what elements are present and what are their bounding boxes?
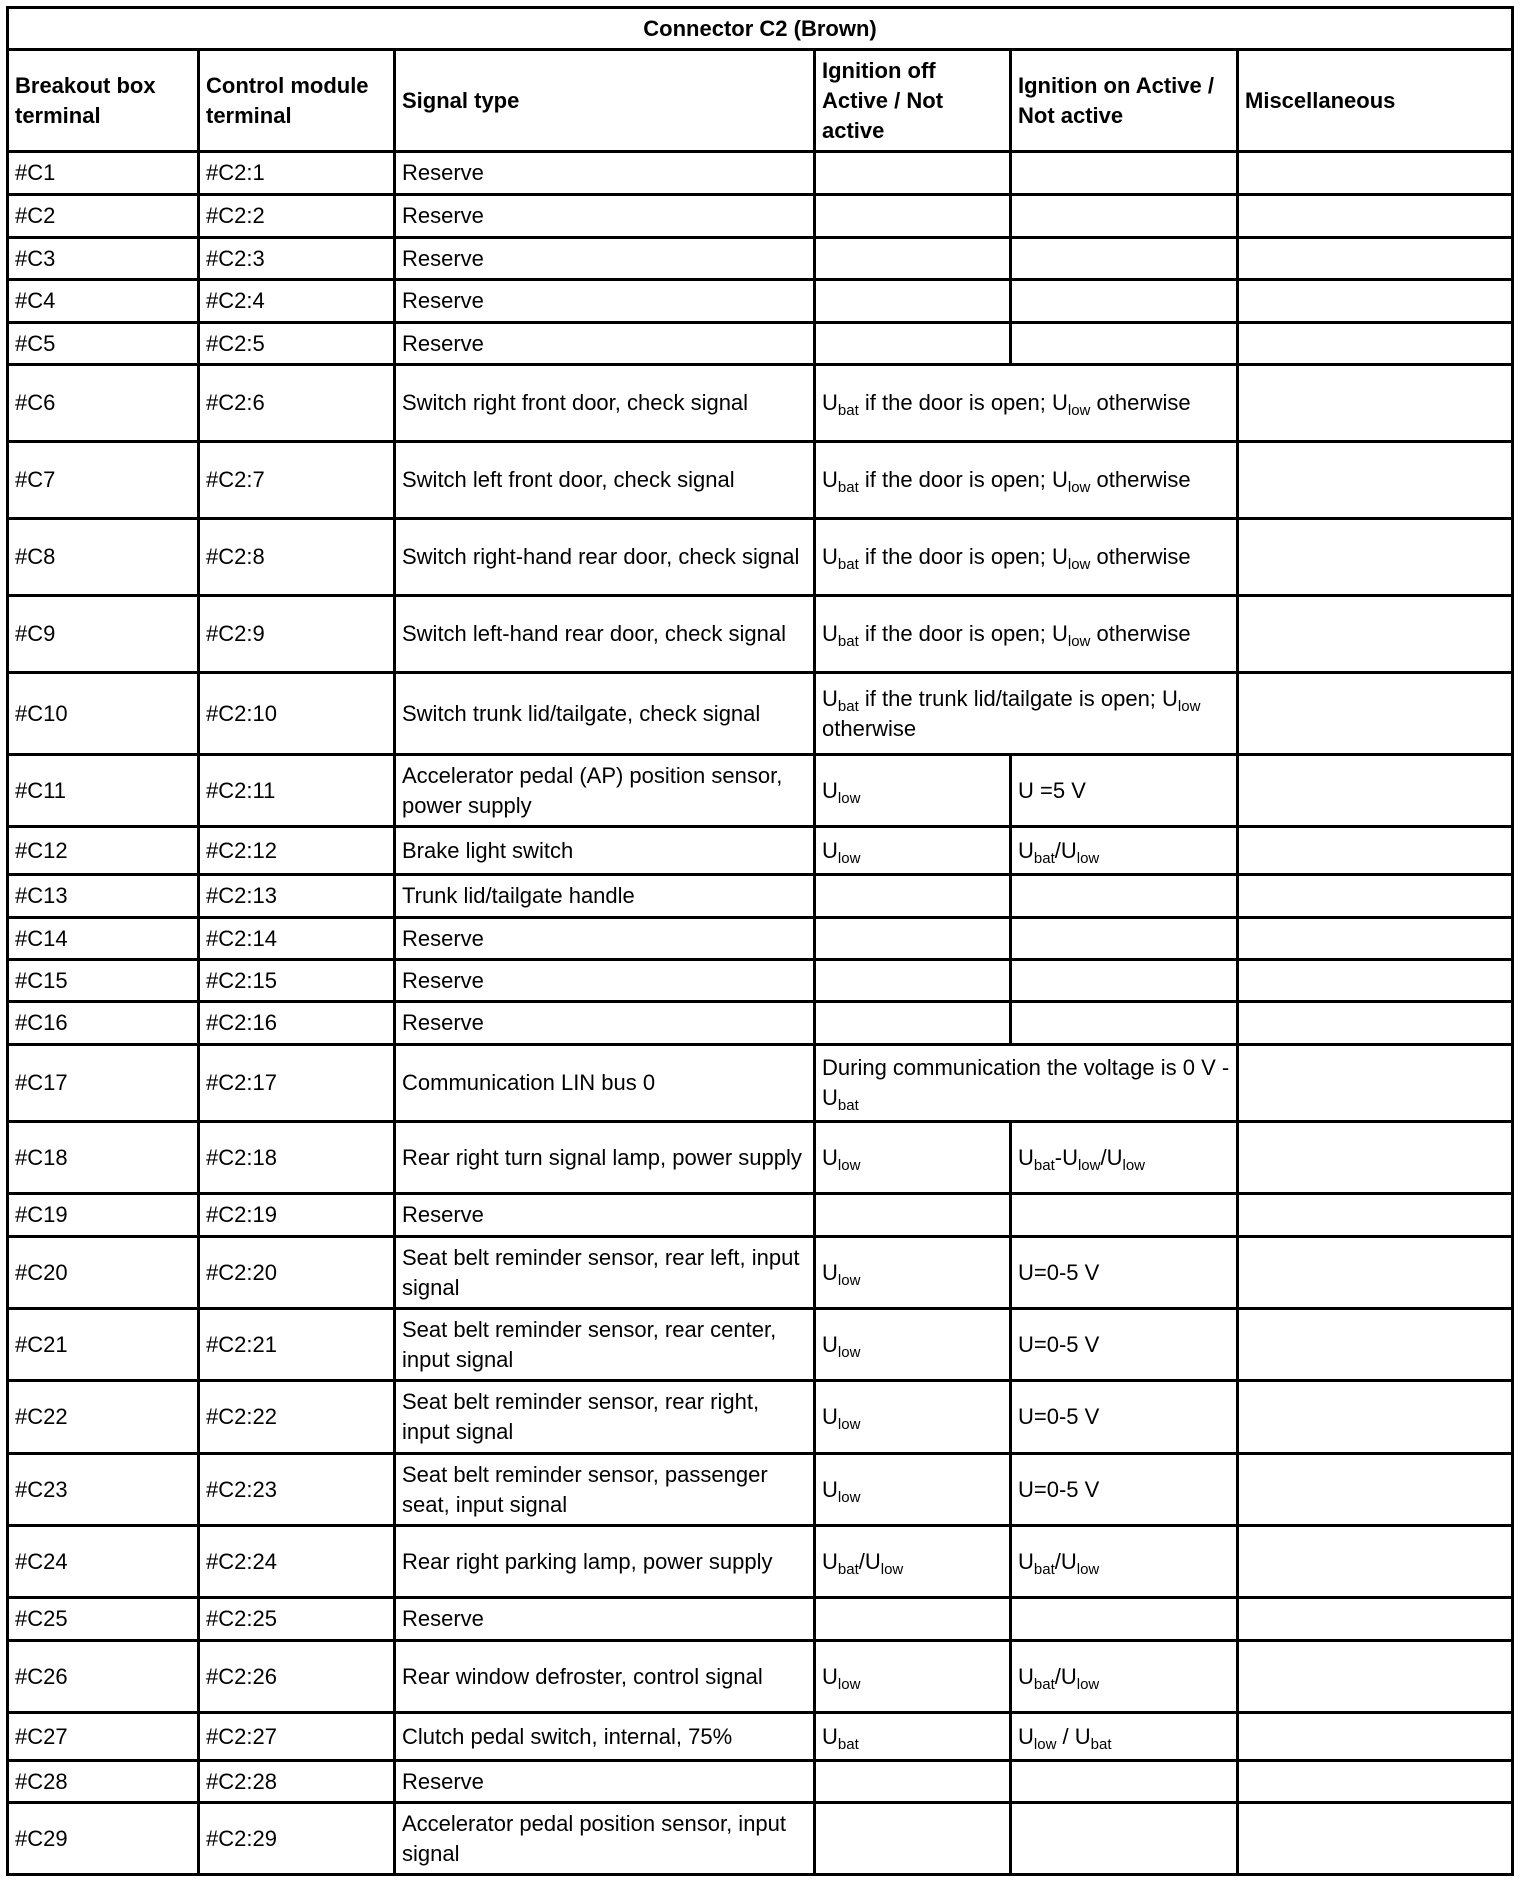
connector-table (6, 6, 1514, 1876)
signal-type-cell: Accelerator pedal (AP) position sensor, power supply (395, 755, 815, 827)
signal-type-cell: Trunk lid/tailgate handle (395, 875, 815, 918)
col-header-control-module-terminal: Control module terminal (199, 50, 395, 152)
miscellaneous-cell (1238, 1309, 1513, 1381)
breakout-box-terminal-cell: #C6 (8, 365, 199, 442)
control-module-terminal-cell: #C2:26 (199, 1641, 395, 1713)
ignition-off-cell (815, 1598, 1011, 1641)
signal-type-cell: Switch right front door, check signal (395, 365, 815, 442)
breakout-box-terminal-cell: #C2 (8, 195, 199, 238)
table-row (8, 152, 1513, 195)
signal-type-cell: Accelerator pedal position sensor, input signal (395, 1803, 815, 1875)
table-row (8, 1713, 1513, 1761)
ignition-on-cell (1011, 1002, 1238, 1045)
ignition-off-cell (815, 875, 1011, 918)
breakout-box-terminal-cell: #C19 (8, 1194, 199, 1237)
ignition-on-cell: U=0-5 V (1011, 1309, 1238, 1381)
miscellaneous-cell (1238, 755, 1513, 827)
table-row (8, 365, 1513, 442)
breakout-box-terminal-cell: #C24 (8, 1526, 199, 1598)
ignition-on-cell (1011, 323, 1238, 365)
control-module-terminal-cell: #C2:8 (199, 519, 395, 596)
control-module-terminal-cell: #C2:11 (199, 755, 395, 827)
signal-type-cell: Reserve (395, 238, 815, 280)
miscellaneous-cell (1238, 323, 1513, 365)
ignition-off-cell (815, 1002, 1011, 1045)
table-row (8, 755, 1513, 827)
breakout-box-terminal-cell: #C22 (8, 1381, 199, 1454)
table-row (8, 1803, 1513, 1875)
ignition-on-cell (1011, 152, 1238, 195)
signal-type-cell: Reserve (395, 280, 815, 323)
signal-type-cell: Seat belt reminder sensor, rear center, input signal (395, 1309, 815, 1381)
table-row (8, 442, 1513, 519)
miscellaneous-cell (1238, 918, 1513, 960)
ignition-off-cell: $U_{low}$ (815, 1454, 1011, 1526)
control-module-terminal-cell: #C2:20 (199, 1237, 395, 1309)
signal-type-cell: Switch trunk lid/tailgate, check signal (395, 673, 815, 755)
col-header-miscellaneous: Miscellaneous (1238, 50, 1513, 152)
breakout-box-terminal-cell: #C28 (8, 1761, 199, 1803)
ignition-on-cell (1011, 238, 1238, 280)
control-module-terminal-cell: #C2:10 (199, 673, 395, 755)
breakout-box-terminal-cell: #C27 (8, 1713, 199, 1761)
breakout-box-terminal-cell: #C18 (8, 1122, 199, 1194)
control-module-terminal-cell: #C2:16 (199, 1002, 395, 1045)
table-body (8, 152, 1513, 1875)
signal-type-cell: Switch left front door, check signal (395, 442, 815, 519)
signal-type-cell: Reserve (395, 1194, 815, 1237)
miscellaneous-cell (1238, 1045, 1513, 1122)
breakout-box-terminal-cell: #C14 (8, 918, 199, 960)
breakout-box-terminal-cell: #C1 (8, 152, 199, 195)
control-module-terminal-cell: #C2:24 (199, 1526, 395, 1598)
table-row (8, 596, 1513, 673)
ignition-on-cell (1011, 875, 1238, 918)
miscellaneous-cell (1238, 596, 1513, 673)
table-row (8, 1237, 1513, 1309)
control-module-terminal-cell: #C2:17 (199, 1045, 395, 1122)
miscellaneous-cell (1238, 1641, 1513, 1713)
control-module-terminal-cell: #C2:7 (199, 442, 395, 519)
table-row (8, 1641, 1513, 1713)
miscellaneous-cell (1238, 1454, 1513, 1526)
control-module-terminal-cell: #C2:3 (199, 238, 395, 280)
ignition-off-cell (815, 323, 1011, 365)
table-row (8, 1194, 1513, 1237)
ignition-off-cell (815, 1761, 1011, 1803)
control-module-terminal-cell: #C2:27 (199, 1713, 395, 1761)
ignition-off-cell (815, 1194, 1011, 1237)
ignition-on-cell (1011, 1598, 1238, 1641)
signal-type-cell: Switch right-hand rear door, check signal (395, 519, 815, 596)
miscellaneous-cell (1238, 673, 1513, 755)
breakout-box-terminal-cell: #C23 (8, 1454, 199, 1526)
ignition-on-cell: U=0-5 V (1011, 1381, 1238, 1454)
signal-type-cell: Communication LIN bus 0 (395, 1045, 815, 1122)
ignition-on-cell: $U_{bat}/U_{low}$ (1011, 827, 1238, 875)
ignition-state-cell: $U_{bat}$ if the door is open; $U_{low}$ otherwise (815, 442, 1238, 519)
table-row (8, 1381, 1513, 1454)
ignition-off-cell: $U_{bat}/U_{low}$ (815, 1526, 1011, 1598)
ignition-on-cell: U=0-5 V (1011, 1454, 1238, 1526)
ignition-off-cell: $U_{low}$ (815, 1237, 1011, 1309)
ignition-off-cell (815, 918, 1011, 960)
control-module-terminal-cell: #C2:1 (199, 152, 395, 195)
breakout-box-terminal-cell: #C16 (8, 1002, 199, 1045)
table-row (8, 673, 1513, 755)
ignition-on-cell: U =5 V (1011, 755, 1238, 827)
breakout-box-terminal-cell: #C12 (8, 827, 199, 875)
control-module-terminal-cell: #C2:19 (199, 1194, 395, 1237)
ignition-off-cell (815, 1803, 1011, 1875)
table-row (8, 918, 1513, 960)
ignition-on-cell (1011, 918, 1238, 960)
signal-type-cell: Rear right turn signal lamp, power supply (395, 1122, 815, 1194)
breakout-box-terminal-cell: #C29 (8, 1803, 199, 1875)
miscellaneous-cell (1238, 365, 1513, 442)
control-module-terminal-cell: #C2:29 (199, 1803, 395, 1875)
ignition-on-cell: $U_{bat}/U_{low}$ (1011, 1526, 1238, 1598)
signal-type-cell: Reserve (395, 323, 815, 365)
breakout-box-terminal-cell: #C17 (8, 1045, 199, 1122)
signal-type-cell: Switch left-hand rear door, check signal (395, 596, 815, 673)
ignition-off-cell (815, 195, 1011, 238)
control-module-terminal-cell: #C2:18 (199, 1122, 395, 1194)
ignition-off-cell (815, 152, 1011, 195)
ignition-on-cell (1011, 1803, 1238, 1875)
miscellaneous-cell (1238, 280, 1513, 323)
control-module-terminal-cell: #C2:5 (199, 323, 395, 365)
signal-type-cell: Rear right parking lamp, power supply (395, 1526, 815, 1598)
control-module-terminal-cell: #C2:25 (199, 1598, 395, 1641)
ignition-off-cell: $U_{low}$ (815, 1309, 1011, 1381)
ignition-state-cell: During communication the voltage is 0 V - $U_{bat}$ (815, 1045, 1238, 1122)
col-header-ignition-on: Ignition on Active / Not active (1011, 50, 1238, 152)
table-row (8, 1454, 1513, 1526)
control-module-terminal-cell: #C2:22 (199, 1381, 395, 1454)
ignition-off-cell: $U_{low}$ (815, 1641, 1011, 1713)
signal-type-cell: Seat belt reminder sensor, rear right, input signal (395, 1381, 815, 1454)
control-module-terminal-cell: #C2:28 (199, 1761, 395, 1803)
control-module-terminal-cell: #C2:4 (199, 280, 395, 323)
control-module-terminal-cell: #C2:21 (199, 1309, 395, 1381)
control-module-terminal-cell: #C2:15 (199, 960, 395, 1002)
miscellaneous-cell (1238, 1761, 1513, 1803)
table-row (8, 1002, 1513, 1045)
breakout-box-terminal-cell: #C11 (8, 755, 199, 827)
breakout-box-terminal-cell: #C5 (8, 323, 199, 365)
signal-type-cell: Reserve (395, 152, 815, 195)
control-module-terminal-cell: #C2:14 (199, 918, 395, 960)
ignition-state-cell: $U_{bat}$ if the door is open; $U_{low}$ otherwise (815, 365, 1238, 442)
col-header-ignition-off: Ignition off Active / Not active (815, 50, 1011, 152)
miscellaneous-cell (1238, 442, 1513, 519)
signal-type-cell: Reserve (395, 1598, 815, 1641)
control-module-terminal-cell: #C2:9 (199, 596, 395, 673)
breakout-box-terminal-cell: #C9 (8, 596, 199, 673)
table-row (8, 280, 1513, 323)
ignition-state-cell: $U_{bat}$ if the trunk lid/tailgate is open; $U_{low}$ otherwise (815, 673, 1238, 755)
ignition-on-cell (1011, 1761, 1238, 1803)
ignition-state-cell: $U_{bat}$ if the door is open; $U_{low}$ otherwise (815, 519, 1238, 596)
miscellaneous-cell (1238, 152, 1513, 195)
ignition-off-cell: $U_{low}$ (815, 1381, 1011, 1454)
ignition-off-cell (815, 280, 1011, 323)
breakout-box-terminal-cell: #C20 (8, 1237, 199, 1309)
miscellaneous-cell (1238, 195, 1513, 238)
table-title: Connector C2 (Brown) (8, 8, 1513, 50)
control-module-terminal-cell: #C2:2 (199, 195, 395, 238)
miscellaneous-cell (1238, 238, 1513, 280)
ignition-off-cell (815, 238, 1011, 280)
breakout-box-terminal-cell: #C21 (8, 1309, 199, 1381)
breakout-box-terminal-cell: #C4 (8, 280, 199, 323)
miscellaneous-cell (1238, 960, 1513, 1002)
signal-type-cell: Rear window defroster, control signal (395, 1641, 815, 1713)
control-module-terminal-cell: #C2:23 (199, 1454, 395, 1526)
signal-type-cell: Reserve (395, 1002, 815, 1045)
table-row (8, 238, 1513, 280)
ignition-on-cell (1011, 960, 1238, 1002)
ignition-off-cell: $U_{bat}$ (815, 1713, 1011, 1761)
breakout-box-terminal-cell: #C25 (8, 1598, 199, 1641)
signal-type-cell: Reserve (395, 1761, 815, 1803)
breakout-box-terminal-cell: #C26 (8, 1641, 199, 1713)
breakout-box-terminal-cell: #C15 (8, 960, 199, 1002)
signal-type-cell: Reserve (395, 195, 815, 238)
ignition-state-cell: $U_{bat}$ if the door is open; $U_{low}$ otherwise (815, 596, 1238, 673)
breakout-box-terminal-cell: #C3 (8, 238, 199, 280)
miscellaneous-cell (1238, 1194, 1513, 1237)
signal-type-cell: Reserve (395, 918, 815, 960)
table-row (8, 960, 1513, 1002)
miscellaneous-cell (1238, 1002, 1513, 1045)
ignition-on-cell: $U_{low} / U_{bat}$ (1011, 1713, 1238, 1761)
table-row (8, 1761, 1513, 1803)
ignition-on-cell (1011, 1194, 1238, 1237)
table-row (8, 875, 1513, 918)
breakout-box-terminal-cell: #C7 (8, 442, 199, 519)
signal-type-cell: Seat belt reminder sensor, passenger seat, input signal (395, 1454, 815, 1526)
table-row (8, 827, 1513, 875)
col-header-signal-type: Signal type (395, 50, 815, 152)
table-row (8, 519, 1513, 596)
ignition-off-cell: $U_{low}$ (815, 827, 1011, 875)
miscellaneous-cell (1238, 519, 1513, 596)
col-header-breakout-box-terminal: Breakout box terminal (8, 50, 199, 152)
breakout-box-terminal-cell: #C8 (8, 519, 199, 596)
signal-type-cell: Seat belt reminder sensor, rear left, input signal (395, 1237, 815, 1309)
miscellaneous-cell (1238, 1713, 1513, 1761)
miscellaneous-cell (1238, 1381, 1513, 1454)
ignition-on-cell: U=0-5 V (1011, 1237, 1238, 1309)
miscellaneous-cell (1238, 875, 1513, 918)
miscellaneous-cell (1238, 1526, 1513, 1598)
ignition-on-cell (1011, 195, 1238, 238)
control-module-terminal-cell: #C2:12 (199, 827, 395, 875)
ignition-on-cell: $U_{bat}/U_{low}$ (1011, 1641, 1238, 1713)
breakout-box-terminal-cell: #C13 (8, 875, 199, 918)
ignition-off-cell: $U_{low}$ (815, 755, 1011, 827)
miscellaneous-cell (1238, 827, 1513, 875)
table-row (8, 323, 1513, 365)
table-row (8, 1045, 1513, 1122)
table-row (8, 1309, 1513, 1381)
miscellaneous-cell (1238, 1122, 1513, 1194)
miscellaneous-cell (1238, 1237, 1513, 1309)
table-row (8, 1526, 1513, 1598)
breakout-box-terminal-cell: #C10 (8, 673, 199, 755)
control-module-terminal-cell: #C2:6 (199, 365, 395, 442)
ignition-on-cell: $U_{bat}-U_{low}/U_{low}$ (1011, 1122, 1238, 1194)
miscellaneous-cell (1238, 1803, 1513, 1875)
ignition-off-cell: $U_{low}$ (815, 1122, 1011, 1194)
miscellaneous-cell (1238, 1598, 1513, 1641)
control-module-terminal-cell: #C2:13 (199, 875, 395, 918)
signal-type-cell: Brake light switch (395, 827, 815, 875)
table-row (8, 1598, 1513, 1641)
signal-type-cell: Clutch pedal switch, internal, 75% (395, 1713, 815, 1761)
ignition-off-cell (815, 960, 1011, 1002)
ignition-on-cell (1011, 280, 1238, 323)
table-row (8, 195, 1513, 238)
signal-type-cell: Reserve (395, 960, 815, 1002)
table-row (8, 1122, 1513, 1194)
